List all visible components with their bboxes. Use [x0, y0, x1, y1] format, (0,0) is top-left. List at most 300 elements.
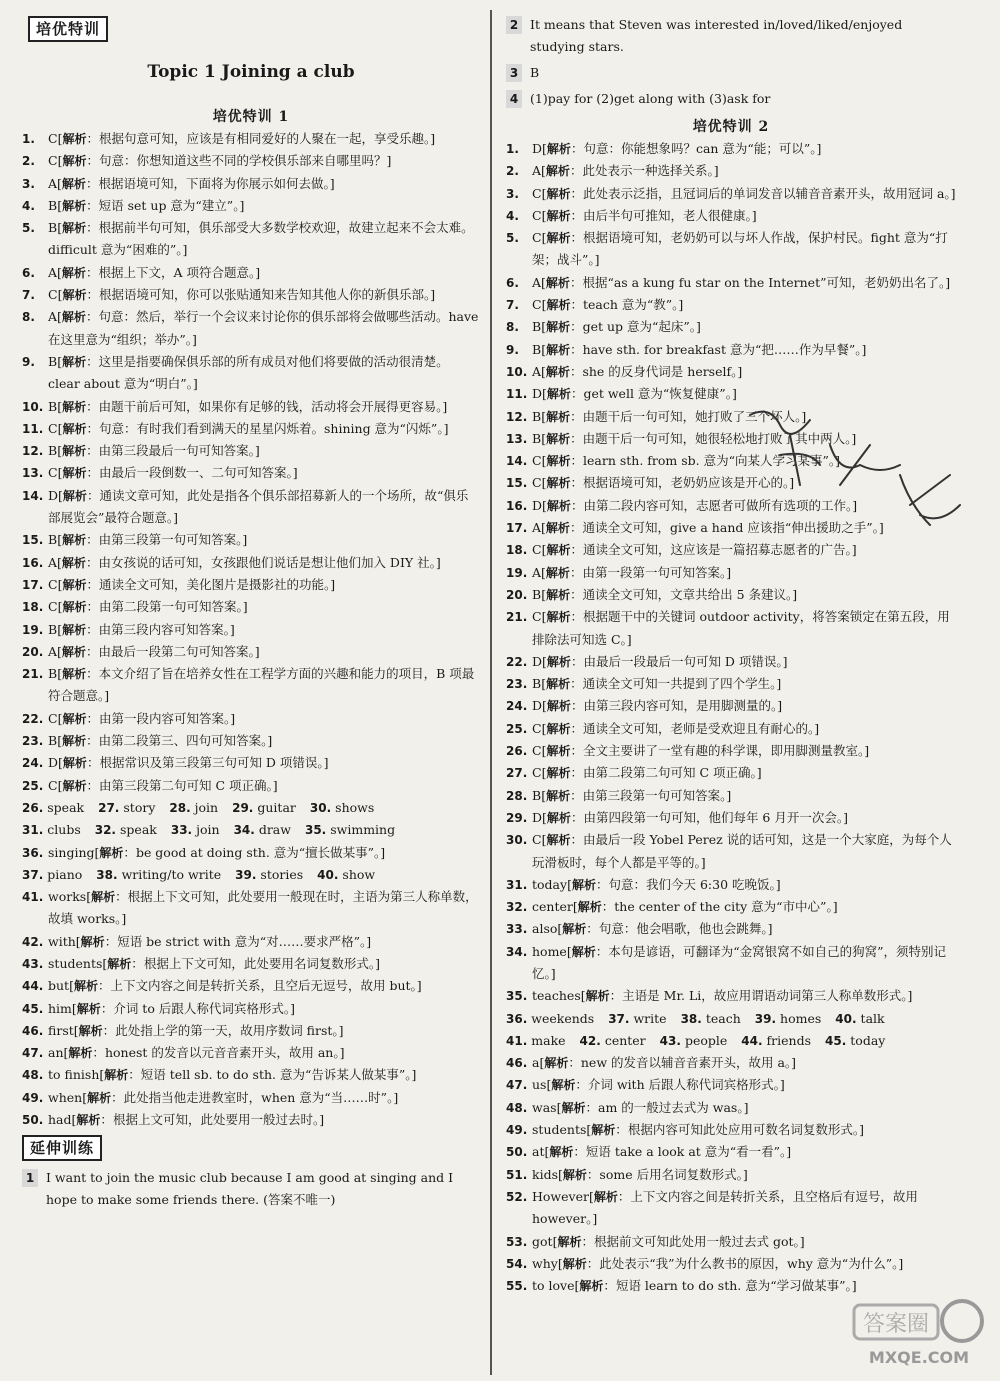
jiexi-label: 解析 — [545, 164, 570, 179]
answer-item: 51. kids[解析：some 后用名词复数形式。] — [506, 1164, 956, 1186]
jiexi-label: 解析 — [551, 1078, 576, 1093]
jiexi-label: 解析 — [104, 1068, 129, 1083]
item-number: 18. — [22, 600, 44, 615]
answer-item: 41. works[解析：根据上下文可知，此处要用一般现在时，主语为第三人称单数，故填 works。] — [22, 886, 480, 931]
item-explanation: be good at doing sth. 意为“擅长做某事”。] — [135, 844, 386, 860]
item-answer: A — [532, 520, 542, 536]
right-fill-grid — [506, 1008, 956, 1053]
jiexi-label: 解析 — [62, 734, 87, 749]
item-number: 44. — [22, 979, 44, 994]
answer-item: 4. C[解析：由后半句可推知，老人很健康。] — [506, 205, 956, 227]
cell-number: 45. — [825, 1033, 847, 1048]
answer-item: 47. an[解析：honest 的发音以元音音素开头，故用 an。] — [22, 1042, 480, 1064]
item-answer: kids — [532, 1166, 558, 1182]
item-explanation: 短语 tell sb. to do sth. 意为“告诉某人做某事”。] — [140, 1067, 417, 1083]
item-answer: C — [532, 832, 542, 848]
item-explanation: 根据语境可知，老奶奶应该是开心的。] — [583, 475, 795, 491]
jiexi-label: 解析 — [546, 721, 571, 736]
svg-text:答案圈: 答案圈 — [862, 1312, 930, 1337]
cell-number: 43. — [659, 1033, 681, 1048]
item-number: 7. — [506, 298, 519, 313]
item-explanation: teach 意为“教”。] — [583, 297, 684, 313]
answer-item: 48. to finish[解析：短语 tell sb. to do sth. 意为“告诉某人做某事”。] — [22, 1064, 480, 1086]
jiexi-label: 解析 — [62, 198, 87, 213]
extension-item — [506, 88, 956, 110]
item-explanation: 此处指当他走进教室时，when 意为“当……时”。] — [123, 1089, 399, 1105]
item-explanation: 由女孩说的话可知，女孩跟他们说话是想让他们加入 DIY 社。] — [98, 554, 441, 570]
jiexi-label: 解析 — [546, 320, 571, 335]
cell-number: 38. — [680, 1011, 702, 1026]
item-answer: C — [48, 287, 58, 303]
cell-number: 40. — [835, 1011, 857, 1026]
item-answer: A — [532, 163, 542, 179]
column-divider — [490, 10, 492, 1375]
answer-item: 47. us[解析：介词 with 后跟人称代词宾格形式。] — [506, 1074, 956, 1096]
item-explanation: 句意：然后，举行一个会议来讨论你的俱乐部将会做哪些活动。have 在这里意为“组织；举办”。] — [48, 309, 479, 347]
answer-item: 9. B[解析：have sth. for breakfast 意为“把……作为早餐”。] — [506, 339, 956, 361]
jiexi-label: 解析 — [546, 387, 571, 402]
fill-cell — [660, 1030, 728, 1052]
cell-number: 35. — [304, 823, 327, 838]
item-explanation: 上下文内容之间是转折关系，且空格后有逗号，故用 however。] — [532, 1188, 918, 1227]
answer-item: 35. teaches[解析：主语是 Mr. Li，故应用谓语动词第三人称单数形式。] — [506, 985, 956, 1007]
item-number: 50. — [506, 1145, 528, 1160]
answer-item: 6. A[解析：根据上下文，A 项符合题意。] — [22, 262, 480, 284]
answer-item: 45. him[解析：介词 to 后跟人称代词宾格形式。] — [22, 998, 480, 1020]
jiexi-label: 解析 — [546, 208, 571, 223]
answer-item: 5. C[解析：根据语境可知，老奶奶可以与坏人作战，保护村民。fight 意为“打架；战斗”。] — [506, 227, 956, 272]
jiexi-label: 解析 — [87, 1090, 112, 1105]
answer-item: 54. why[解析：此处表示“我”为什么教书的原因，why 意为“为什么”。] — [506, 1253, 956, 1275]
item-explanation: she 的反身代词是 herself。] — [582, 363, 743, 379]
right-answer-list — [506, 138, 956, 874]
fill-cell — [22, 797, 84, 819]
item-answer: B — [48, 220, 58, 236]
item-answer: us — [532, 1077, 547, 1093]
answer-item: 46. a[解析：new 的发音以辅音音素开头，故用 a。] — [506, 1052, 956, 1074]
jiexi-label: 解析 — [62, 577, 87, 592]
jiexi-label: 解析 — [62, 421, 87, 436]
header-tag: 培优特训 — [28, 16, 108, 42]
item-answer: C — [48, 576, 58, 592]
answer-item: 17. C[解析：通读全文可知，美化图片是摄影社的功能。] — [22, 574, 480, 596]
answer-item: 20. B[解析：通读全文可知，文章共给出 5 条建议。] — [506, 584, 956, 606]
fill-cell — [506, 1008, 594, 1030]
item-explanation: 由第二段第三、四句可知答案。] — [98, 733, 273, 749]
answer-item: 14. D[解析：通读文章可知，此处是指各个俱乐部招募新人的一个场所，故“俱乐部展览会”最符合题意。] — [22, 485, 480, 530]
cell-word: homes — [780, 1010, 822, 1026]
item-answer: B — [48, 532, 58, 548]
item-answer: A — [48, 264, 58, 280]
answer-item: 25. C[解析：通读全文可知，老师是受欢迎且有耐心的。] — [506, 718, 956, 740]
item-explanation: 由最后一段倒数一、二句可知答案。] — [99, 465, 298, 481]
extension-tag: 延伸训练 — [22, 1135, 102, 1161]
item-number: 13. — [506, 431, 528, 446]
item-number: 4. — [22, 198, 35, 213]
jiexi-label: 解析 — [99, 845, 124, 860]
item-explanation: 此处表示泛指，且冠词后的单词发音以辅音音素开头，故用冠词 a。] — [583, 185, 956, 201]
item-explanation: 由第三段第一句可知答案。] — [582, 787, 732, 803]
item-answer: B — [532, 430, 542, 446]
item-number: 16. — [506, 498, 528, 513]
item-answer: B — [48, 197, 58, 213]
cell-word: write — [633, 1010, 667, 1026]
jiexi-label: 解析 — [579, 1279, 604, 1294]
answer-item: 5. B[解析：根据前半句可知，俱乐部受大多数学校欢迎，故建立起来不会太难。difficult 意为“困难的”。] — [22, 217, 480, 262]
item-number: 51. — [506, 1167, 528, 1182]
answer-item: 8. B[解析：get up 意为“起床”。] — [506, 316, 956, 338]
item-answer: B — [48, 733, 58, 749]
jiexi-label: 解析 — [546, 454, 571, 469]
item-number: 5. — [22, 221, 35, 236]
fill-cell — [835, 1008, 884, 1030]
item-explanation: some 后用名词复数形式。] — [599, 1166, 748, 1182]
answer-item: 34. home[解析：本句是谚语，可翻译为“金窝银窝不如自己的狗窝”，须特别记忆。] — [506, 941, 956, 986]
item-explanation: 由最后一段 Yobel Perez 说的话可知，这是一个大家庭，为每个人玩滑板时，每个人都是平等的。] — [532, 832, 952, 870]
item-explanation: 句意：有时我们看到满天的星星闪烁着。shining 意为“闪烁”。] — [99, 420, 449, 436]
item-explanation: 根据语境可知，你可以张贴通知来告知其他人你的新俱乐部。] — [99, 287, 436, 303]
item-answer: B — [48, 353, 58, 369]
item-number: 21. — [506, 610, 528, 625]
item-number: 10. — [506, 364, 528, 379]
item-explanation: 根据上下文，A 项符合题意。] — [98, 264, 261, 280]
item-number: 32. — [506, 900, 528, 915]
extension-continued-list — [506, 14, 956, 110]
item-answer: singing — [48, 844, 95, 860]
section2-title: 培优特训 2 — [692, 119, 770, 135]
item-answer: B — [532, 586, 542, 602]
item-answer: C — [48, 777, 58, 793]
right-answer-list-2 — [506, 874, 956, 1008]
item-explanation: 由第三段内容可知，是用脚测量的。] — [583, 698, 783, 714]
jiexi-label: 解析 — [73, 979, 98, 994]
answer-item: 18. C[解析：由第二段第一句可知答案。] — [22, 596, 480, 618]
item-number: 47. — [506, 1078, 528, 1093]
jiexi-label: 解析 — [61, 265, 86, 280]
left-answer-list-3 — [22, 886, 480, 1131]
item-number: 23. — [22, 734, 44, 749]
cell-word: guitar — [257, 799, 296, 815]
answer-item: 1. D[解析：句意：你能想象吗？can 意为“能；可以”。] — [506, 138, 956, 160]
item-explanation: 根据上下文可知，此处要用名词复数形式。] — [143, 955, 380, 971]
item-explanation: 由第一段内容可知答案。] — [99, 710, 236, 726]
jiexi-label: 解析 — [62, 399, 87, 414]
item-answer: C — [48, 465, 58, 481]
item-answer: D — [532, 141, 543, 156]
answer-item: 31. today[解析：句意：我们今天 6:30 吃晚饭。] — [506, 874, 956, 896]
jiexi-label: 解析 — [62, 488, 87, 503]
answer-item: 24. D[解析：根据常识及第三段第三句可知 D 项错误。] — [22, 752, 480, 774]
answer-item: 21. B[解析：本文介绍了旨在培养女性在工程学方面的兴趣和能力的项目，B 项最符合题意。] — [22, 663, 480, 708]
item-explanation: 短语 take a look at 意为“看一看”。] — [585, 1144, 792, 1160]
cell-number: 37. — [22, 867, 44, 882]
item-explanation: 此处表示“我”为什么教书的原因，why 意为“为什么”。] — [599, 1255, 904, 1271]
answer-item: 2. C[解析：句意：你想知道这些不同的学校俱乐部来自哪里吗？] — [22, 150, 480, 172]
cell-word: talk — [860, 1010, 885, 1026]
item-number: 12. — [22, 444, 44, 459]
answer-item: 7. C[解析：teach 意为“教”。] — [506, 294, 956, 316]
item-explanation: 短语 be strict with 意为“对……要求严格”。] — [117, 933, 372, 949]
jiexi-label: 解析 — [562, 922, 587, 937]
extension-text: I want to join the music club because I am good at singing and I hope to make some friends there. (答案不唯一) — [46, 1170, 454, 1208]
jiexi-label: 解析 — [62, 756, 87, 771]
answer-item: 11. D[解析：get well 意为“恢复健康”。] — [506, 383, 956, 405]
item-answer: C — [532, 230, 542, 246]
answer-item: 17. A[解析：通读全文可知，give a hand 应该指“伸出援助之手”。] — [506, 517, 956, 539]
item-answer: B — [532, 676, 542, 692]
item-number: 26. — [506, 744, 528, 759]
item-number-box: 2 — [506, 16, 522, 34]
cell-word: draw — [258, 822, 291, 838]
item-explanation: 根据语境可知，老奶奶可以与坏人作战，保护村民。fight 意为“打架；战斗”。] — [532, 230, 948, 268]
fill-cell — [22, 819, 81, 841]
item-explanation: 通读文章可知，此处是指各个俱乐部招募新人的一个场所，故“俱乐部展览会”最符合题意。] — [48, 487, 469, 526]
item-number: 54. — [506, 1256, 528, 1271]
fill-cell — [825, 1030, 885, 1052]
jiexi-label: 解析 — [545, 521, 570, 536]
fill-cell — [305, 819, 395, 841]
item-number: 41. — [22, 890, 44, 905]
item-answer: C — [48, 131, 58, 146]
cell-number: 31. — [22, 823, 44, 838]
fill-cell — [96, 864, 221, 886]
answer-item: 50. at[解析：短语 take a look at 意为“看一看”。] — [506, 1141, 956, 1163]
item-answer: D — [532, 698, 543, 714]
item-explanation: 由第三段第二句可知 C 项正确。] — [99, 777, 278, 793]
extension-item — [506, 62, 956, 84]
cell-word: speak — [120, 822, 157, 838]
jiexi-label: 解析 — [546, 833, 571, 848]
answer-item: 52. However[解析：上下文内容之间是转折关系，且空格后有逗号，故用 however。] — [506, 1186, 956, 1231]
item-answer: A — [532, 274, 542, 290]
jiexi-label: 解析 — [68, 1046, 93, 1061]
item-answer: why — [532, 1255, 558, 1271]
jiexi-label: 解析 — [562, 1167, 587, 1182]
item-answer: B — [532, 787, 542, 803]
item-explanation: 句意：你能想象吗？can 意为“能；可以”。] — [583, 141, 822, 156]
item-number: 1. — [22, 132, 35, 146]
item-explanation: 这里是指要确保俱乐部的所有成员对他们将要做的活动很清楚。clear about 意为“明白”。] — [48, 353, 449, 392]
cell-word: center — [604, 1032, 646, 1048]
answer-item: 36. singing[解析：be good at doing sth. 意为“擅长做某事”。] — [22, 842, 480, 864]
item-answer: works — [48, 889, 87, 905]
answer-item: 3. C[解析：此处表示泛指，且冠词后的单词发音以辅音音素开头，故用冠词 a。] — [506, 183, 956, 205]
item-explanation: 通读全文可知，老师是受欢迎且有耐心的。] — [583, 720, 820, 736]
answer-item: 23. B[解析：通读全文可知一共提到了四个学生。] — [506, 673, 956, 695]
answer-item: 33. also[解析：句意：他会唱歌，他也会跳舞。] — [506, 918, 956, 940]
cell-number: 39. — [754, 1011, 777, 1026]
item-number: 49. — [22, 1090, 44, 1105]
cell-number: 26. — [22, 800, 44, 815]
cell-word: friends — [766, 1032, 811, 1048]
jiexi-label: 解析 — [62, 711, 87, 726]
left-answer-list — [22, 128, 480, 797]
item-number: 50. — [22, 1113, 44, 1128]
cell-word: people — [684, 1032, 728, 1048]
jiexi-label: 解析 — [546, 476, 571, 491]
item-answer: A — [48, 175, 58, 191]
answer-item: 49. when[解析：此处指当他走进教室时，when 意为“当……时”。] — [22, 1087, 480, 1109]
answer-item: 4. B[解析：短语 set up 意为“建立”。] — [22, 195, 480, 217]
fill-row — [506, 1008, 956, 1030]
item-answer: also — [532, 921, 558, 937]
answer-item: 16. D[解析：由第二段内容可知，志愿者可做所有选项的工作。] — [506, 495, 956, 517]
item-explanation: 由最后一段第二句可知答案。] — [98, 643, 260, 659]
cell-word: weekends — [531, 1010, 595, 1026]
fill-cell — [95, 819, 157, 841]
item-answer: C — [532, 453, 542, 469]
item-explanation: 由第二段内容可知，志愿者可做所有选项的工作。] — [583, 497, 858, 513]
item-number: 47. — [22, 1046, 44, 1061]
fill-cell — [232, 797, 296, 819]
item-number-box: 4 — [506, 90, 522, 108]
jiexi-label: 解析 — [561, 1100, 586, 1115]
item-number: 11. — [506, 387, 528, 402]
item-answer: B — [532, 408, 542, 424]
jiexi-label: 解析 — [585, 989, 610, 1004]
item-answer: with — [48, 933, 76, 949]
cell-word: make — [531, 1032, 566, 1048]
item-number: 49. — [506, 1123, 528, 1138]
extension-text: B — [530, 65, 540, 80]
cell-word: clubs — [47, 822, 81, 838]
item-number: 8. — [506, 320, 519, 335]
answer-item: 21. C[解析：根据题干中的关键词 outdoor activity，将答案锁定在第五段，用排除法可知选 C。] — [506, 606, 956, 651]
cell-number: 44. — [741, 1033, 763, 1048]
fill-cell — [506, 1030, 566, 1052]
topic-title: Topic 1 Joining a club — [147, 62, 355, 82]
answer-item: 27. C[解析：由第二段第二句可知 C 项正确。] — [506, 762, 956, 784]
item-answer: C — [532, 765, 542, 781]
answer-item: 3. A[解析：根据语境可知，下面将为你展示如何去做。] — [22, 173, 480, 195]
item-number: 12. — [506, 409, 528, 424]
answer-item: 50. had[解析：根据上文可知，此处要用一般过去时。] — [22, 1109, 480, 1131]
item-explanation: 句意：他会唱歌，他也会跳舞。] — [598, 921, 773, 937]
answer-item: 25. C[解析：由第三段第二句可知 C 项正确。] — [22, 775, 480, 797]
item-number: 9. — [22, 354, 35, 369]
jiexi-label: 解析 — [549, 1145, 574, 1160]
jiexi-label: 解析 — [80, 934, 105, 949]
item-answer: D — [532, 653, 543, 669]
answer-item: 19. A[解析：由第一段第一句可知答案。] — [506, 562, 956, 584]
jiexi-label: 解析 — [62, 533, 87, 548]
item-answer: got — [532, 1233, 553, 1249]
item-answer: D — [48, 487, 59, 503]
cell-number: 41. — [506, 1033, 528, 1048]
item-number: 9. — [506, 342, 519, 357]
item-number: 30. — [506, 833, 528, 848]
item-answer: However — [532, 1188, 589, 1204]
item-number: 4. — [506, 208, 519, 223]
cell-word: show — [342, 866, 376, 882]
item-number-box: 3 — [506, 64, 522, 82]
jiexi-label: 解析 — [546, 186, 571, 201]
item-number: 53. — [506, 1234, 528, 1249]
item-answer: B — [48, 398, 58, 414]
extension-item — [22, 1167, 480, 1211]
item-answer: C — [532, 743, 542, 759]
answer-item: 30. C[解析：由最后一段 Yobel Perez 说的话可知，这是一个大家庭，为每个人玩滑板时，每个人都是平等的。] — [506, 829, 956, 874]
item-number: 22. — [22, 711, 44, 726]
item-explanation: 此处指上学的第一天，故用序数词 first。] — [115, 1022, 344, 1038]
jiexi-label: 解析 — [62, 288, 87, 303]
jiexi-label: 解析 — [546, 142, 571, 156]
fill-cell — [22, 864, 82, 886]
answer-item: 42. with[解析：短语 be strict with 意为“对……要求严格”。] — [22, 931, 480, 953]
svg-text:MXQE.COM: MXQE.COM — [868, 1348, 970, 1367]
jiexi-label: 解析 — [107, 956, 132, 971]
jiexi-label: 解析 — [61, 176, 86, 191]
item-answer: D — [532, 809, 543, 825]
item-number: 8. — [22, 310, 35, 325]
fill-cell — [234, 819, 291, 841]
item-number: 23. — [506, 677, 528, 692]
answer-item: 32. center[解析：the center of the city 意为“市中心”。] — [506, 896, 956, 918]
cell-number: 34. — [233, 823, 255, 838]
answer-item: 26. C[解析：全文主要讲了一堂有趣的科学课，即用脚测量教室。] — [506, 740, 956, 762]
item-explanation: 由第三段第一句可知答案。] — [98, 532, 248, 548]
item-explanation: the center of the city 意为“市中心”。] — [614, 899, 838, 915]
cell-word: piano — [47, 866, 83, 882]
jiexi-label: 解析 — [546, 766, 571, 781]
fill-row — [506, 1030, 956, 1052]
cell-number: 40. — [317, 867, 339, 882]
item-answer: teaches — [532, 988, 581, 1004]
item-answer: C — [532, 720, 542, 736]
item-explanation: get up 意为“起床”。] — [582, 319, 701, 335]
answer-item: 16. A[解析：由女孩说的话可知，女孩跟他们说话是想让他们加入 DIY 社。] — [22, 552, 480, 574]
item-answer: at — [532, 1144, 545, 1160]
item-number: 31. — [506, 877, 528, 892]
item-explanation: 根据前文可知此处用一般过去式 got。] — [593, 1233, 805, 1249]
answer-item: 49. students[解析：根据内容可知此处应用可数名词复数形式。] — [506, 1119, 956, 1141]
jiexi-label: 解析 — [62, 444, 87, 459]
answer-item: 55. to love[解析：短语 learn to do sth. 意为“学习做某事”。] — [506, 1275, 956, 1297]
item-number: 2. — [506, 164, 519, 179]
item-number: 5. — [506, 231, 519, 246]
item-answer: when — [48, 1089, 83, 1105]
cell-word: teach — [705, 1010, 741, 1026]
item-number: 7. — [22, 288, 35, 303]
jiexi-label: 解析 — [546, 587, 571, 602]
item-explanation: 通读全文可知，文章共给出 5 条建议。] — [582, 586, 798, 602]
item-explanation: 由后半句可推知，老人很健康。] — [583, 207, 757, 223]
jiexi-label: 解析 — [62, 154, 87, 169]
watermark-logo-icon — [844, 1291, 994, 1371]
item-answer: D — [532, 386, 543, 402]
item-answer: A — [48, 309, 58, 325]
jiexi-label: 解析 — [91, 890, 116, 905]
item-answer: B — [48, 621, 58, 637]
fill-cell — [310, 797, 374, 819]
jiexi-label: 解析 — [546, 610, 571, 625]
item-number: 15. — [506, 476, 528, 491]
item-number: 18. — [506, 543, 528, 558]
item-explanation: 介词 with 后跟人称代词宾格形式。] — [587, 1077, 785, 1093]
jiexi-label: 解析 — [546, 810, 571, 825]
item-number: 17. — [22, 577, 44, 592]
right-answer-list-3 — [506, 1052, 956, 1297]
jiexi-label: 解析 — [62, 132, 87, 146]
jiexi-label: 解析 — [76, 1113, 101, 1128]
item-answer: A — [48, 554, 58, 570]
jiexi-label: 解析 — [562, 1256, 587, 1271]
item-number: 48. — [22, 1068, 44, 1083]
jiexi-label: 解析 — [544, 1056, 569, 1071]
fill-cell — [681, 1008, 741, 1030]
jiexi-label: 解析 — [546, 231, 571, 246]
item-number: 24. — [22, 756, 44, 771]
